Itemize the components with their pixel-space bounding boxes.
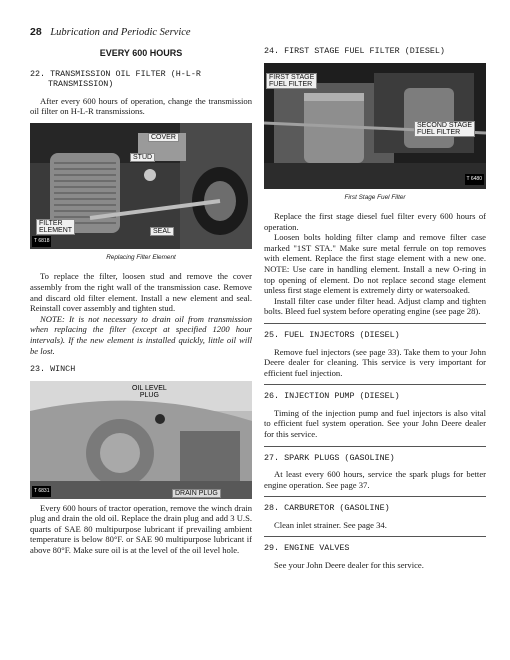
fuel-figure-number: T 6480: [465, 174, 484, 185]
section-27-paragraph: At least every 600 hours, service the spark plugs for better engine operation. See page 37.: [264, 469, 486, 490]
oil-level-plug-label: OIL LEVEL PLUG: [132, 384, 167, 399]
section-26-title: 26. INJECTION PUMP (DIESEL): [264, 391, 400, 402]
section-22-title: [30, 69, 252, 90]
figure-caption: Replacing Filter Element: [106, 253, 176, 261]
drain-plug-label: DRAIN PLUG: [172, 489, 221, 499]
filter-element-photo: [30, 123, 252, 249]
page-number: 28: [30, 26, 42, 38]
section-22-title-line1: 22. TRANSMISSION OIL FILTER (H-L-R: [30, 68, 201, 79]
fuel-filter-photo: [264, 63, 486, 189]
first-stage-label: FIRST STAGE FUEL FILTER: [266, 73, 317, 89]
divider: [264, 323, 486, 324]
section-28-paragraph: Clean inlet strainer. See page 34.: [274, 519, 387, 530]
seal-label: SEAL: [150, 227, 174, 237]
section-24-paragraph-1: Replace the first stage diesel fuel filter every 600 hours of operation.: [264, 211, 486, 232]
divider: [264, 446, 486, 447]
cover-label: COVER: [148, 133, 179, 143]
section-25-paragraph: Remove fuel injectors (see page 33). Take them to your John Deere dealer for cleaning. This service is very important for efficient fuel injection.: [264, 346, 486, 378]
note-paragraph: NOTE: It is not necessary to drain oil from transmission when replacing the filter (except at specified 1200 hour intervals). If the new element is installed quickly, little oil will be lost.: [30, 313, 252, 356]
section-27-title: 27. SPARK PLUGS (GASOLINE): [264, 452, 395, 463]
section-22-title-line2: TRANSMISSION): [48, 79, 114, 90]
section-lead-title: EVERY 600 HOURS: [99, 48, 183, 58]
winch-photo: [30, 381, 252, 499]
divider: [264, 496, 486, 497]
section-24-title: 24. FIRST STAGE FUEL FILTER (DIESEL): [264, 46, 445, 56]
section-24-paragraph-3: Install filter case under filter head. Adjust clamp and tighten bolts. Bleed fuel system before operating engine (see page 28).: [264, 295, 486, 317]
divider: [264, 536, 486, 537]
divider: [264, 384, 486, 385]
section-24-paragraph-2: Loosen bolts holding filter clamp and remove filter case marked "1ST STA." Make sure metal ferrule on top removes with element. Replace the first stage element with a new one. NOTE: Use care in handling element. Install a new O-ring in top opening of element. Do not replace second stage element unless first stage element is extremely dirty or watersoaked.: [264, 232, 486, 296]
winch-figure-number: T 6831: [32, 486, 51, 497]
section-23-title: 23. WINCH: [30, 364, 76, 375]
right-column: [264, 44, 486, 570]
figure-number: T 6818: [32, 236, 51, 247]
fuel-figure-caption: First Stage Fuel Filter: [344, 193, 406, 201]
page-header: [30, 26, 191, 38]
running-title: Lubrication and Periodic Service: [50, 27, 191, 38]
filter-replace-paragraph: To replace the filter, loosen stud and remove the cover assembly from the right wall of the transmission case. Remove and discard old filter element. Install a new element and seal. Reinstall cover assembly and tighten stud.: [30, 271, 252, 314]
section-25-title: 25. FUEL INJECTORS (DIESEL): [264, 330, 400, 341]
filter-element-label: FILTER ELEMENT: [36, 219, 75, 235]
section-28-title: 28. CARBURETOR (GASOLINE): [264, 503, 390, 514]
second-stage-label: SECOND STAGE FUEL FILTER: [414, 121, 475, 137]
section-29-title: 29. ENGINE VALVES: [264, 543, 350, 554]
left-column: [30, 44, 252, 556]
section-22-paragraph: After every 600 hours of operation, change the transmission oil filter on H-L-R transmissions.: [30, 95, 252, 117]
section-26-paragraph: Timing of the injection pump and fuel injectors is also vital to efficient fuel system operation. See your John Deere dealer for this service.: [264, 407, 486, 439]
stud-label: STUD: [130, 153, 155, 163]
section-29-paragraph: See your John Deere dealer for this service.: [274, 559, 424, 570]
section-23-paragraph: Every 600 hours of tractor operation, remove the winch drain plug and drain the old oil. Replace the drain plug and add 3 U.S. quarts of SAE 80 multipurpose lubricant if prevailing ambient temperature is below 80°F. or SAE 90 multipurpose lubricant if above 80°F. Make sure oil is at the level of the oil level hole.: [30, 502, 252, 555]
